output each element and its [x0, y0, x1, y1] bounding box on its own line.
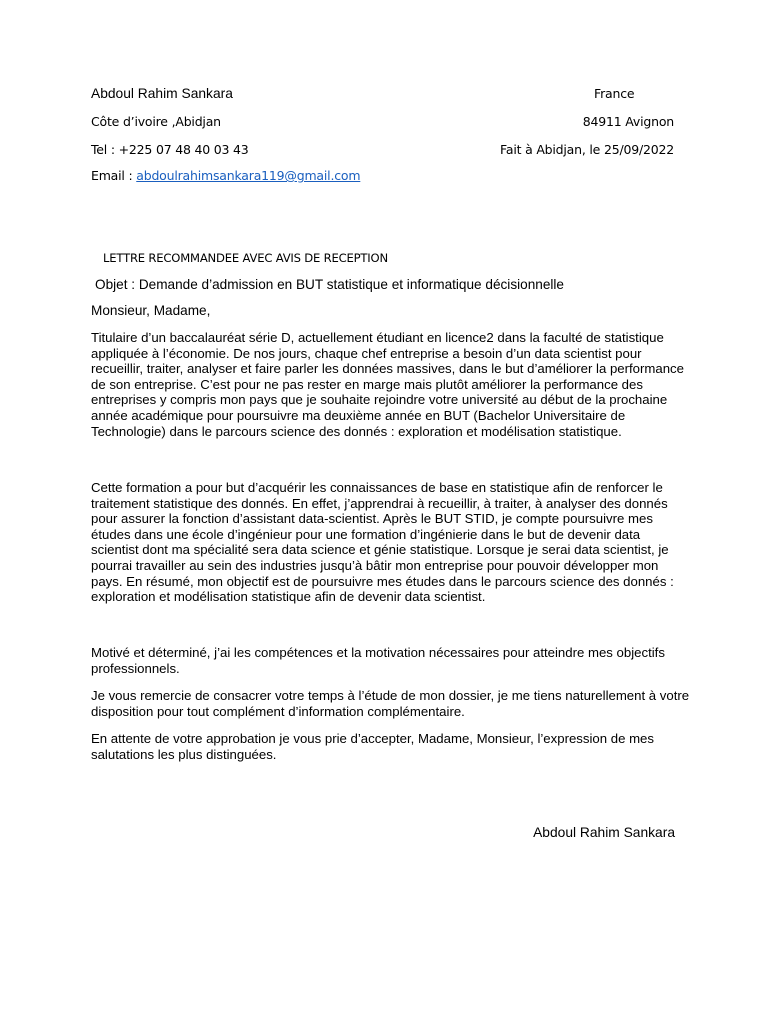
subject-line: Objet : Demande d’admission en BUT statistique et informatique décisionnelle — [95, 277, 564, 292]
sender-phone: Tel : +225 07 48 40 03 43 — [91, 142, 249, 157]
sender-email-line — [91, 168, 360, 183]
recipient-country: France — [594, 86, 635, 101]
paragraph-formation: Cette formation a pour but d’acquérir les connaissances de base en statistique afin de renforcer le traitement statistique des donnés. En effet, j’apprendrai à recueillir, à traiter, à analyser des donnés pour assurer la fonction d’assistant data-scientist. Après le BUT STID, je compte poursuivre mes études dans une école d’ingénieur pour une formation d’ingénierie dans le but de devenir data scientist dont ma spécialité sera data science et génie statistique. Lorsque je serai data scientist, je pourrai travailler au sein des industries jusqu’à bâtir mon entreprise pour pouvoir développer mon pays. En résumé, mon objectif est de poursuivre mes études dans le parcours science des donnés : exploration et modélisation statistique afin de devenir data scientist. — [91, 480, 674, 605]
sender-email-link[interactable]: abdoulrahimsankara119@gmail.com — [136, 168, 361, 183]
sender-email-label: Email : — [91, 168, 137, 183]
recipient-city: 84911 Avignon — [582, 114, 674, 129]
paragraph-closing: En attente de votre approbation je vous prie d’accepter, Madame, Monsieur, l’expression de mes salutations les plus distinguées. — [91, 731, 654, 762]
letter-type: LETTRE RECOMMANDEE AVEC AVIS DE RECEPTION — [103, 251, 388, 265]
paragraph-intro: Titulaire d’un baccalauréat série D, actuellement étudiant en licence2 dans la faculté de statistique appliquée à l’économie. De nos jours, chaque chef entreprise a besoin d’un data scientist pour recueillir, traiter, analyser et faire parler les données massives, dans le but d’améliorer la performance de son entreprise. C’est pour ne pas rester en marge mais plutôt améliorer la performance des entreprises y compris mon pays que je souhaite rejoindre votre université au début de la prochaine année académique pour poursuivre ma deuxième année en BUT (Bachelor Universitaire de Technologie) dans le parcours science des donnés : exploration et modélisation statistique. — [91, 330, 684, 439]
sender-location: Côte d’ivoire ,Abidjan — [91, 114, 221, 129]
sender-name: Abdoul Rahim Sankara — [91, 86, 233, 101]
salutation: Monsieur, Madame, — [91, 303, 211, 318]
paragraph-thanks: Je vous remercie de consacrer votre temps à l’étude de mon dossier, je me tiens naturellement à votre disposition pour tout complément d’information complémentaire. — [91, 688, 690, 719]
date-line: Fait à Abidjan, le 25/09/2022 — [500, 142, 674, 157]
paragraph-motivation: Motivé et déterminé, j’ai les compétences et la motivation nécessaires pour atteindre mes objectifs professionnels. — [91, 645, 665, 676]
signature: Abdoul Rahim Sankara — [533, 825, 675, 840]
